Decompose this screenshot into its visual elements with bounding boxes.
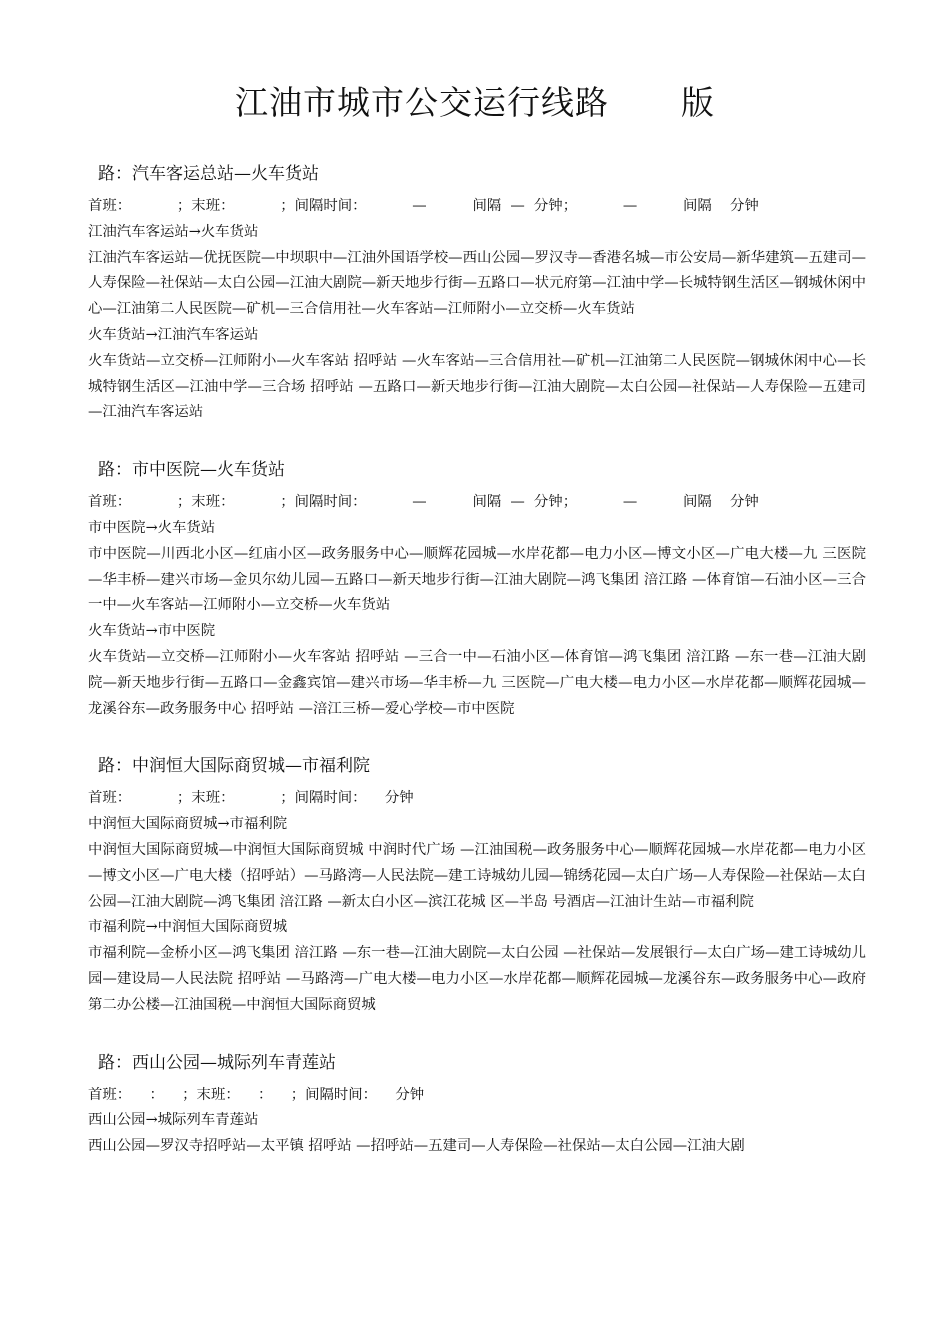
direction-header: 市福利院→中润恒大国际商贸城 (88, 919, 288, 936)
route-section (88, 160, 866, 426)
route-title: 路：市中医院—火车货站 (98, 460, 285, 481)
schedule-line: 首班： ；末班： ；间隔时间： — 间隔 — 分钟； — 间隔 分钟 (88, 198, 759, 214)
title-main: 江油市城市公交运行线路 (235, 83, 609, 122)
schedule-line: 首班： ；末班： ；间隔时间： — 间隔 — 分钟； — 间隔 分钟 (88, 494, 759, 511)
direction-header: 中润恒大国际商贸城→市福利院 (88, 816, 288, 833)
route-title: 路：汽车客运总站—火车货站 (98, 164, 319, 184)
direction-header: 市中医院→火车货站 (88, 519, 216, 536)
route-section (88, 1049, 866, 1160)
stop-list: 市福利院—金桥小区—鸿飞集团 涪江路 —东一巷—江油大剧院—太白公园 —社保站—发展银行—太白广场—建工诗城幼儿园—建设局—人民法院 招呼站 —马路湾—广电大楼—电力小区—水岸花都—顺辉花园城—龙溪谷东—政务服务中心—政府第二办公楼—江油国税—中润恒大国际商贸城 (88, 945, 866, 1013)
route-title: 路：西山公园—城际列车青莲站 (98, 1052, 336, 1073)
direction-header: 火车货站→市中医院 (88, 623, 216, 640)
stop-list: 江油汽车客运站—优抚医院—中坝职中—江油外国语学校—西山公园—罗汉寺—香港名城—市公安局—新华建筑—五建司—人寿保险—社保站—太白公园—江油大剧院—新天地步行街—五路口—状元府第—江油中学—长城特钢生活区—钢城休闲中心—江油第二人民医院—矿机—三合信用社—火车客站—江师附小—立交桥—火车货站 (88, 249, 866, 318)
route-title: 路：中润恒大国际商贸城—市福利院 (98, 756, 370, 777)
direction-header: 西山公园→城际列车青莲站 (88, 1112, 259, 1129)
route-section (88, 456, 866, 722)
document-title (0, 78, 950, 128)
direction-header: 江油汽车客运站→火车货站 (88, 223, 259, 240)
direction-header: 火车货站→江油汽车客运站 (88, 326, 259, 343)
stop-list: 火车货站—立交桥—江师附小—火车客站 招呼站 —火车客站—三合信用社—矿机—江油第二人民医院—钢城休闲中心—长城特钢生活区—江油中学—三合场 招呼站 —五路口—新天地步行街—江油大剧院—太白公园—社保站—人寿保险—五建司—江油汽车客运站 (88, 352, 866, 421)
title-suffix: 版 (681, 83, 715, 122)
schedule-line: 首班： ；末班： ；间隔时间： 分钟 (88, 790, 414, 807)
stop-list: 市中医院—川西北小区—红庙小区—政务服务中心—顺辉花园城—水岸花都—电力小区—博文小区—广电大楼—九 三医院—华丰桥—建兴市场—金贝尔幼儿园—五路口—新天地步行街—江油大剧院—鸿飞集团 涪江路 —体育馆—石油小区—三合一中—火车客站—江师附小—立交桥—火车货站 (88, 545, 866, 614)
route-section (88, 752, 866, 1018)
stop-list: 西山公园—罗汉寺招呼站—太平镇 招呼站 —招呼站—五建司—人寿保险—社保站—太白公园—江油大剧 (88, 1138, 745, 1155)
schedule-line: 首班： ： ；末班： ： ；间隔时间： 分钟 (88, 1086, 425, 1103)
stop-list: 火车货站—立交桥—江师附小—火车客站 招呼站 —三合一中—石油小区—体育馆—鸿飞集团 涪江路 —东一巷—江油大剧院—新天地步行街—五路口—金鑫宾馆—建兴市场—华丰桥—九 三医院—广电大楼—电力小区—水岸花都—顺辉花园城—龙溪谷东—政务服务中心 招呼站 —涪江三桥—爱心学校—市中医院 (88, 648, 866, 717)
route-list (88, 160, 866, 1190)
stop-list: 中润恒大国际商贸城—中润恒大国际商贸城 中润时代广场 —江油国税—政务服务中心—顺辉花园城—水岸花都—电力小区—博文小区—广电大楼（招呼站）—马路湾—人民法院—建工诗城幼儿园—锦绣花园—太白广场—人寿保险—社保站—太白公园—江油大剧院—鸿飞集团 涪江路 —新太白小区—滨江花城 区—半岛 号酒店—江油计生站—市福利院 (88, 841, 866, 910)
